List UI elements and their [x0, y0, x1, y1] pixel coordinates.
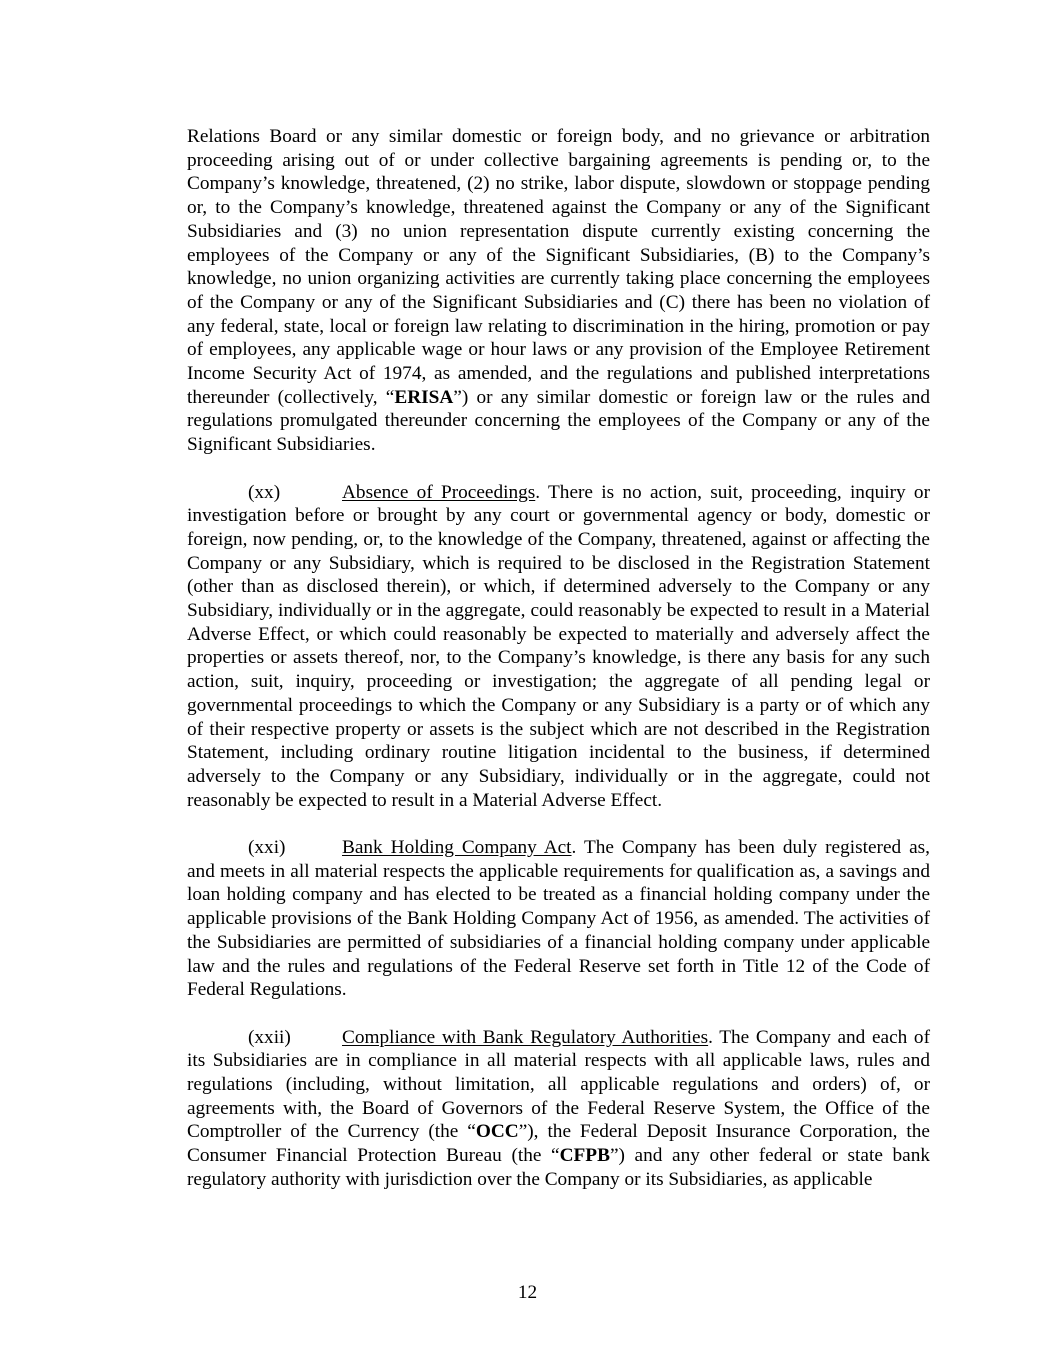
paragraph-text: . The Company has been duly registered as, and meets in all material respects the applicable requirements for qualification as, a savings and loan holding company and has elected to be treated as a financial holding company under the applicable provisions of the Bank Holding Company Act of 1956, as amended. The activities of the Subsidiaries are permitted of subsidiaries of a financial holding company under applicable law and the rules and regulations of the Federal Reserve set forth in Title 12 of the Code of Federal Regulations. — [187, 837, 930, 1001]
paragraph-text: Relations Board or any similar domestic or foreign body, and no grievance or arbitration proceeding arising out of or under collective bargaining agreements is pending or, to the Company’s knowledge, threatened, (2) no strike, labor dispute, slowdown or stoppage pending or, to the Company’s knowledge, threatened against the Company or any of the Significant Subsidiaries and (3) no union representation dispute currently existing concerning the employees of the Company or any of the Significant Subsidiaries, (B) to the Company’s knowledge, no union organizing activities are currently taking place concerning the employees of the Company or any of the Significant Subsidiaries and (C) there has been no violation of any federal, state, local or foreign law relating to discrimination in the hiring, promotion or pay of employees, any applicable wage or hour laws or any provision of the Employee Retirement Income Security Act of 1974, as amended, and the regulations and published interpretations thereunder (collectively, “ — [187, 126, 930, 408]
paragraph-text: . There is no action, suit, proceeding, inquiry or investigation before or brought by any court or governmental agency or body, domestic or foreign, now pending, or, to the knowledge of the Company, threatened, against or affecting the Company or any Subsidiary, which is required to be disclosed in the Registration Statement (other than as disclosed therein), or which, if determined adversely to the Company or any Subsidiary, individually or in the aggregate, could reasonably be expected to result in a Material Adverse Effect, or which could reasonably be expected to materially and adversely affect the properties or assets thereof, nor, to the Company’s knowledge, is there any basis for any such action, suit, inquiry, proceeding or investigation; the aggregate of all pending legal or governmental proceedings to which the Company or any Subsidiary is a party or of which any of their respective property or assets is the subject which are not described in the Registration Statement, including ordinary routine litigation incidental to the business, if determined adversely to the Company or any Subsidiary, individually or in the aggregate, could not reasonably be expected to result in a Material Adverse Effect. — [187, 481, 930, 811]
paragraph-text: ”), the Federal Deposit Insurance Corporation, the Consumer Financial Protection Bureau (the “ — [187, 1121, 930, 1167]
section-heading: Compliance with Bank Regulatory Authorities — [342, 1026, 709, 1048]
section-heading: Bank Holding Company Act — [342, 837, 572, 859]
paragraph-text: ”) and any other federal or state bank regulatory authority with jurisdiction over the Company or its Subsidiaries, as applicable — [187, 1145, 930, 1190]
page-number: 12 — [517, 1282, 538, 1303]
section-heading: Absence of Proceedings — [342, 481, 536, 503]
section-number: (xx) — [248, 481, 281, 503]
paragraph-text: . The Company and each of its Subsidiaries are in compliance in all material respects with all applicable laws, rules and regulations (including, without limitation, all applicable regulations and orders) of, or agreements with, the Board of Governors of the Federal Reserve System, the Office of the Comptroller of the Currency (the “ — [187, 1026, 930, 1143]
paragraph-xx — [187, 481, 930, 813]
paragraph-xxii — [187, 1026, 930, 1192]
section-number: (xxii) — [248, 1026, 291, 1048]
paragraph-text: ”) or any similar domestic or foreign law or the rules and regulations promulgated thereunder concerning the employees of the Company or any of the Significant Subsidiaries. — [187, 386, 930, 456]
section-number: (xxi) — [248, 837, 286, 859]
paragraph-xxi — [187, 836, 930, 1002]
defined-term-occ: OCC — [475, 1121, 519, 1143]
defined-term-cfpb: CFPB — [559, 1145, 610, 1167]
defined-term-erisa: ERISA — [394, 386, 454, 408]
paragraph-continuation — [187, 125, 930, 457]
document-body — [187, 125, 930, 1215]
